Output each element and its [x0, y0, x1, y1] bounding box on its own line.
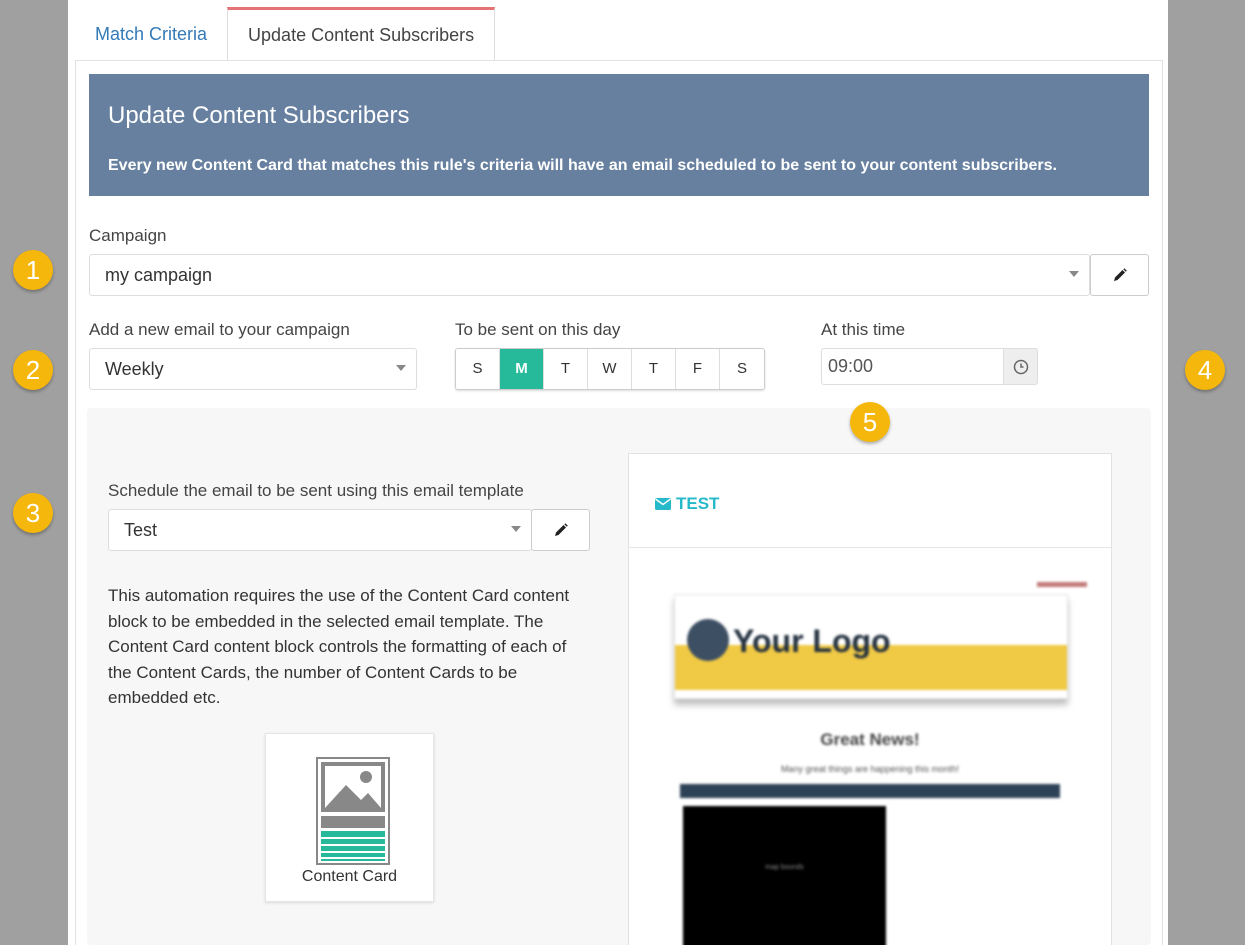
header-description: Every new Content Card that matches this rule's criteria will have an email scheduled to be sent to your content subscribers. — [108, 157, 1057, 174]
template-select[interactable] — [108, 509, 532, 551]
preview-image-caption: map bounds — [765, 864, 804, 871]
preview-logo-banner — [674, 594, 1068, 699]
day-sunday[interactable]: S — [456, 349, 500, 389]
content-card-icon — [316, 757, 390, 865]
step-badge-5: 5 — [850, 402, 890, 442]
campaign-edit-button[interactable] — [1090, 254, 1149, 296]
preview-header — [629, 454, 1111, 548]
campaign-value: my campaign — [105, 265, 213, 285]
template-edit-button[interactable] — [531, 509, 590, 551]
campaign-select[interactable] — [89, 254, 1090, 296]
header-title: Update Content Subscribers — [108, 102, 410, 129]
day-selector — [455, 348, 765, 390]
envelope-icon — [655, 498, 671, 510]
content-card-caption: Content Card — [301, 868, 398, 885]
template-note: This automation requires the use of the Content Card content block to be embedded in the selected email template. The Content Card content block controls the formatting of each of the Content Cards, the number of Content Cards to be embedded etc. — [108, 586, 570, 707]
step-badge-1: 1 — [13, 250, 53, 290]
tab-match-criteria[interactable]: Match Criteria — [95, 24, 208, 44]
email-preview — [628, 453, 1112, 945]
preview-headline: Great News! — [820, 730, 920, 749]
preview-title-text: TEST — [676, 494, 720, 513]
day-saturday[interactable]: S — [720, 349, 764, 389]
campaign-label: Campaign — [89, 226, 167, 245]
step-badge-4: 4 — [1185, 350, 1225, 390]
template-label: Schedule the email to be sent using this email template — [108, 481, 524, 500]
day-tuesday[interactable]: T — [544, 349, 588, 389]
day-thursday[interactable]: T — [632, 349, 676, 389]
preview-link — [1037, 582, 1087, 587]
preview-divider — [680, 784, 1060, 798]
frequency-select[interactable] — [89, 348, 417, 390]
frequency-label: Add a new email to your campaign — [89, 320, 350, 339]
step-badge-2: 2 — [13, 350, 53, 390]
day-monday[interactable]: M — [500, 349, 544, 389]
info-header — [89, 74, 1149, 196]
content-card-block[interactable] — [265, 733, 434, 902]
tab-update-content-subscribers[interactable]: Update Content Subscribers — [227, 7, 495, 61]
tab-bar — [75, 7, 495, 61]
chevron-down-icon — [396, 365, 406, 371]
preview-title — [655, 494, 719, 514]
time-label: At this time — [821, 320, 906, 339]
chevron-down-icon — [1069, 271, 1079, 277]
pencil-icon — [554, 523, 568, 537]
preview-image — [683, 806, 886, 945]
day-friday[interactable]: F — [676, 349, 720, 389]
preview-subline: Many great things are happening this month! — [780, 764, 960, 774]
pencil-icon — [1113, 268, 1127, 282]
time-input[interactable]: 09:00 — [821, 348, 1004, 385]
preview-logo-text: Your Logo — [733, 623, 891, 659]
template-value: Test — [124, 520, 158, 540]
globe-icon — [687, 619, 729, 661]
day-wednesday[interactable]: W — [588, 349, 632, 389]
clock-icon — [1013, 359, 1029, 375]
chevron-down-icon — [511, 526, 521, 532]
frequency-value: Weekly — [105, 359, 164, 379]
step-badge-3: 3 — [13, 493, 53, 533]
day-label: To be sent on this day — [455, 320, 621, 339]
time-picker-button[interactable] — [1003, 348, 1038, 385]
